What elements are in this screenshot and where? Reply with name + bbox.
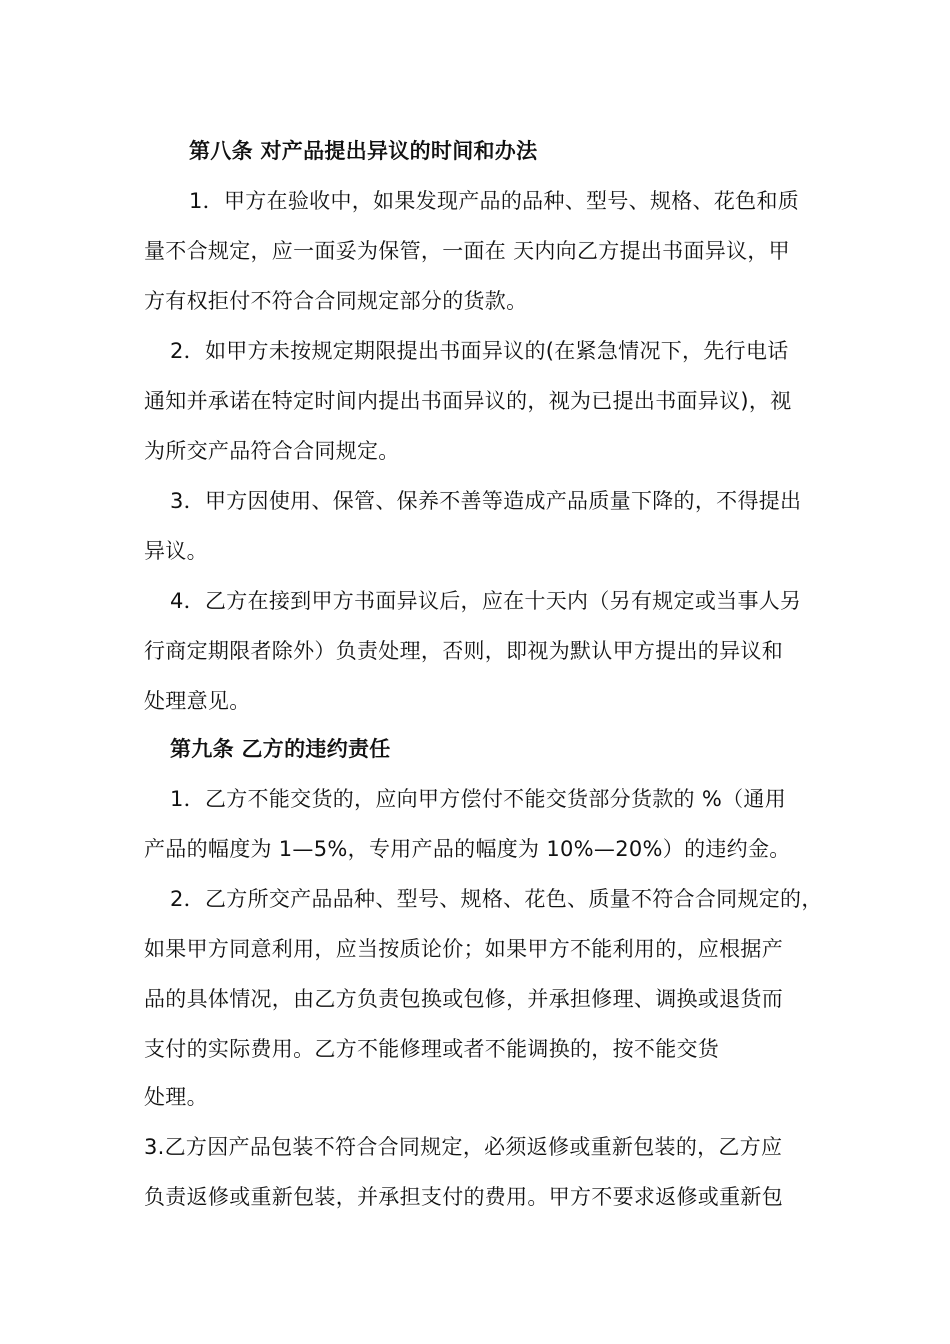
article-9-p2-line-4: 支付的实际费用。乙方不能修理或者不能调换的，按不能交货 [144,1037,720,1061]
article-8-p4-line-1: 4．乙方在接到甲方书面异议后，应在十天内（另有规定或当事人另 [170,589,802,613]
article-9-p2-line-2: 如果甲方同意利用，应当按质论价；如果甲方不能利用的，应根据产 [144,937,783,961]
article-8-heading: 第八条 对产品提出异议的时间和办法 [189,139,538,163]
article-9-p2-line-5: 处理。 [144,1085,208,1109]
article-8-p1-line-1: 1．甲方在验收中，如果发现产品的品种、型号、规格、花色和质 [189,189,800,213]
article-8-p4-line-2: 行商定期限者除外）负责处理，否则，即视为默认甲方提出的异议和 [144,639,783,663]
article-9-p3-line-2: 负责返修或重新包装，并承担支付的费用。甲方不要求返修或重新包 [144,1185,783,1209]
article-9-heading: 第九条 乙方的违约责任 [170,737,391,761]
article-9-p3-line-1: 3.乙方因产品包装不符合合同规定，必须返修或重新包装的，乙方应 [144,1135,783,1159]
article-8-p3-line-1: 3．甲方因使用、保管、保养不善等造成产品质量下降的，不得提出 [170,489,802,513]
article-9-p2-line-3: 品的具体情况，由乙方负责包换或包修，并承担修理、调换或退货而 [144,987,783,1011]
article-8-p2-line-1: 2．如甲方未按规定期限提出书面异议的(在紧急情况下，先行电话 [170,339,789,363]
article-8-p1-line-2: 量不合规定，应一面妥为保管，一面在 天内向乙方提出书面异议，甲 [144,239,790,263]
article-8-p3-line-2: 异议。 [144,539,208,563]
article-8-p2-line-2: 通知并承诺在特定时间内提出书面异议的，视为已提出书面异议)，视 [144,389,792,413]
article-8-p4-line-3: 处理意见。 [144,689,251,713]
article-9-p1-line-1: 1．乙方不能交货的，应向甲方偿付不能交货部分货款的 %（通用 [170,787,786,811]
article-9-p2-line-1: 2．乙方所交产品品种、型号、规格、花色、质量不符合合同规定的， [170,887,823,911]
article-9-p1-line-2: 产品的幅度为 1—5%，专用产品的幅度为 10%—20%）的违约金。 [144,837,791,861]
article-8-p1-line-3: 方有权拒付不符合合同规定部分的货款。 [144,289,528,313]
article-8-p2-line-3: 为所交产品符合合同规定。 [144,439,400,463]
